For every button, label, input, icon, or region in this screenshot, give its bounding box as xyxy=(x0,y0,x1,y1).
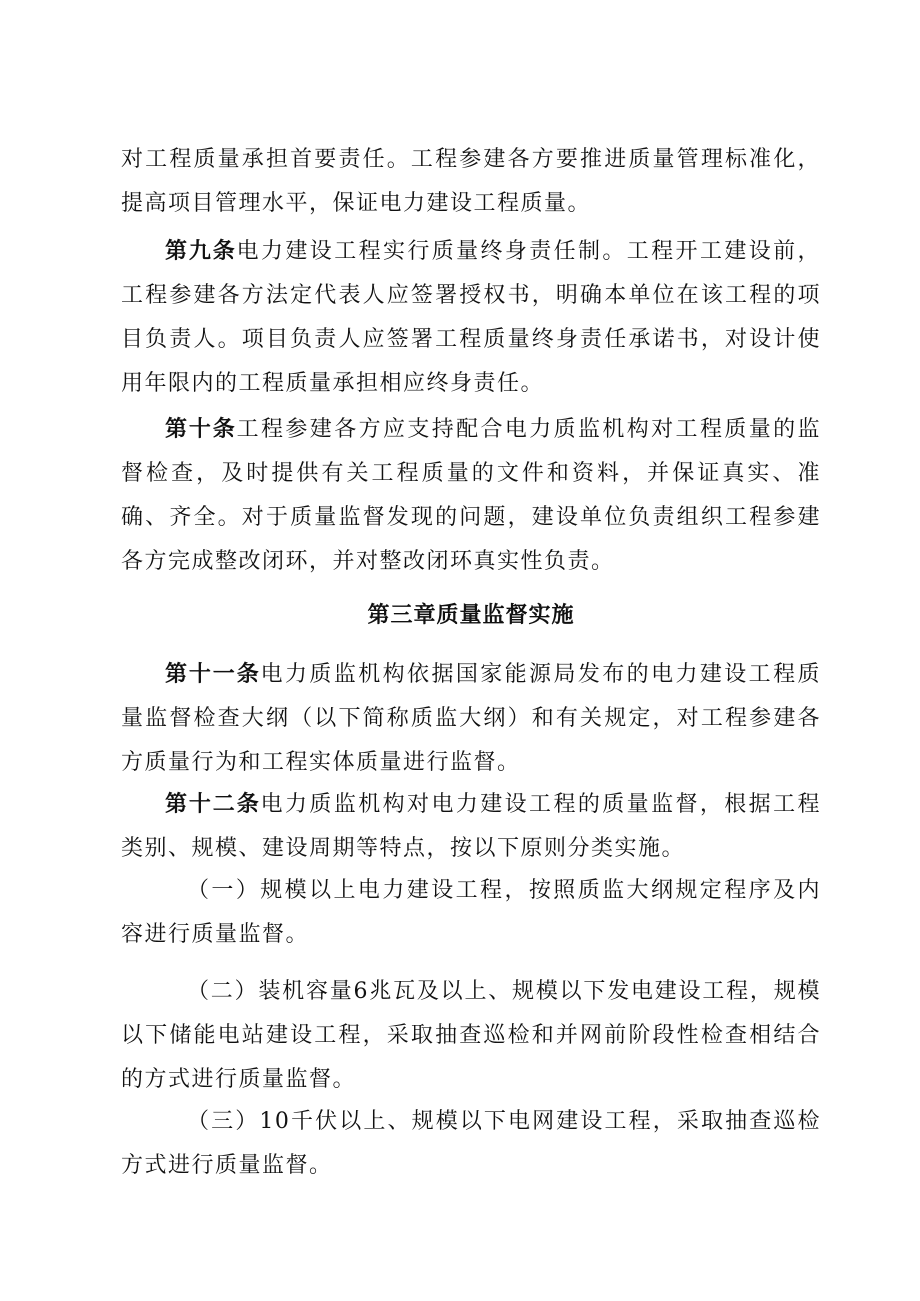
article-text: 电力质监机构对电力建设工程的质量监督，根据工程类别、规模、建设周期等特点，按以下原则分类实施。 xyxy=(121,792,821,861)
article-10 xyxy=(121,408,821,584)
article-text: 电力质监机构依据国家能源局发布的电力建设工程质量监督检查大纲（以下简称质监大纲）和有关规定，对工程参建各方质量行为和工程实体质量进行监督。 xyxy=(121,662,821,775)
list-item-3 xyxy=(121,1100,821,1188)
list-item-text: （二）装机容量6兆瓦及以上、规模以下发电建设工程，规模以下储能电站建设工程，采取抽查巡检和并网前阶段性检查相结合的方式进行质量监督。 xyxy=(121,979,821,1092)
chapter-heading: 第三章质量监督实施 xyxy=(367,603,575,628)
paragraph-continuation xyxy=(121,138,821,226)
list-item-1 xyxy=(121,869,821,957)
article-number: 第九条 xyxy=(165,239,237,264)
list-item-text: （三）10千伏以上、规模以下电网建设工程，采取抽查巡检方式进行质量监督。 xyxy=(121,1109,821,1178)
article-11 xyxy=(121,653,821,785)
article-9 xyxy=(121,230,821,406)
article-number: 第十二条 xyxy=(165,792,261,817)
article-12 xyxy=(121,783,821,871)
article-text: 工程参建各方应支持配合电力质监机构对工程质量的监督检查，及时提供有关工程质量的文件和资料，并保证真实、准确、齐全。对于质量监督发现的问题，建设单位负责组织工程参建各方完成整改闭环，并对整改闭环真实性负责。 xyxy=(121,417,821,574)
article-text: 电力建设工程实行质量终身责任制。工程开工建设前，工程参建各方法定代表人应签署授权书，明确本单位在该工程的项目负责人。项目负责人应签署工程质量终身责任承诺书，对设计使用年限内的工程质量承担相应终身责任。 xyxy=(121,239,821,396)
article-number: 第十条 xyxy=(165,417,237,442)
list-item-2 xyxy=(121,970,821,1102)
list-item-text: （一）规模以上电力建设工程，按照质监大纲规定程序及内容进行质量监督。 xyxy=(121,878,821,947)
article-number: 第十一条 xyxy=(165,662,261,687)
paragraph-text: 对工程质量承担首要责任。工程参建各方要推进质量管理标准化，提高项目管理水平，保证电力建设工程质量。 xyxy=(121,147,821,216)
